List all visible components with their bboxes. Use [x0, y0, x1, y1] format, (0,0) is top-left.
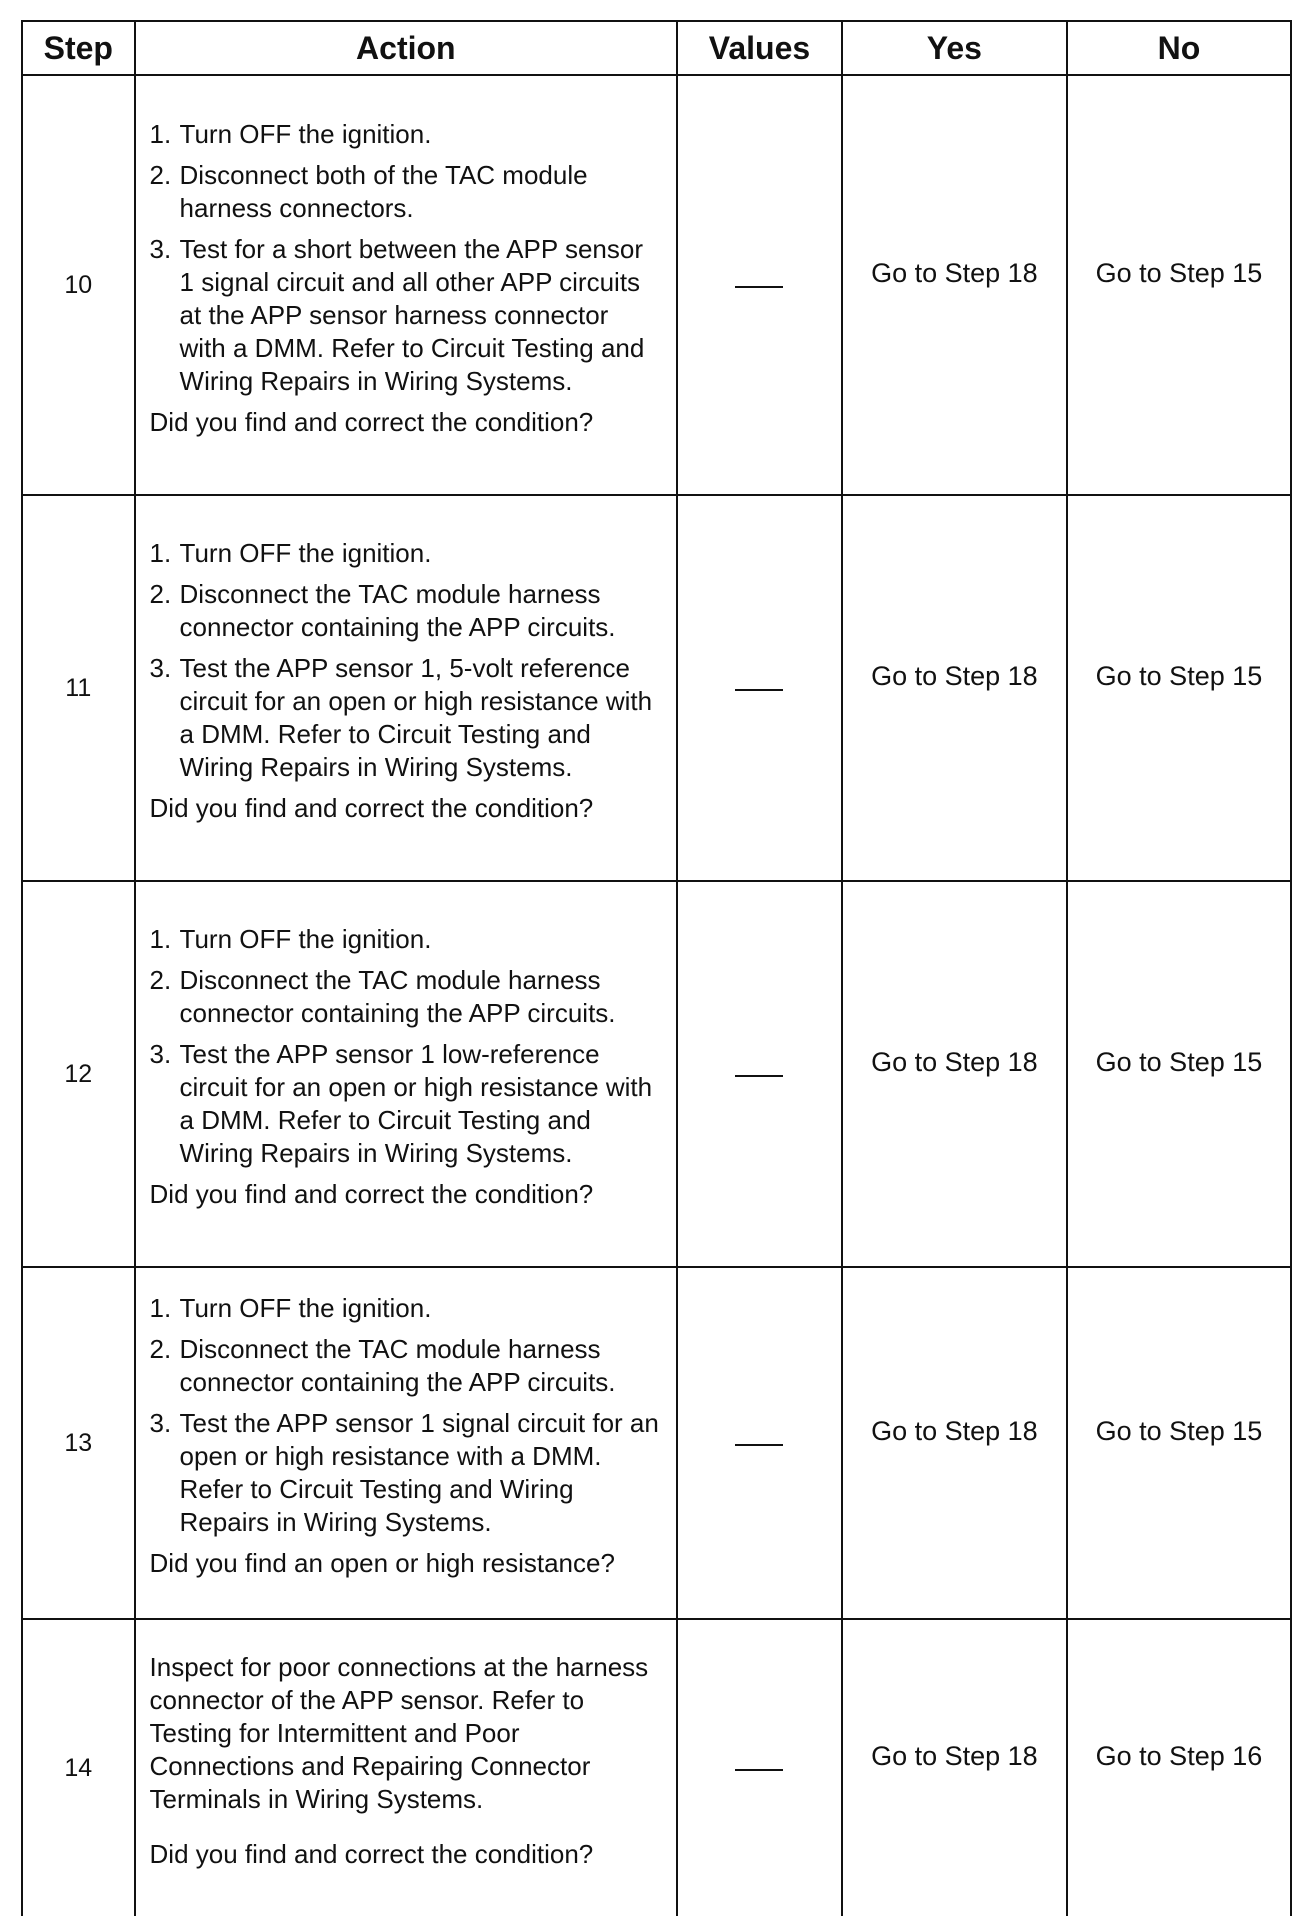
no-cell: Go to Step 15: [1067, 75, 1291, 495]
header-no: No: [1067, 21, 1291, 75]
yes-cell: Go to Step 18: [842, 1267, 1067, 1619]
table-row: [22, 881, 1291, 1267]
action-item: [150, 1038, 661, 1170]
yes-cell: Go to Step 18: [842, 495, 1067, 881]
item-text: Test for a short between the APP sensor 1 signal circuit and all other APP circuits at the APP sensor harness connector with a DMM. Refer to Circuit Testing and Wiring Repairs in Wiring Systems.: [179, 233, 645, 396]
action-item: [150, 652, 661, 784]
item-number: 2.: [149, 965, 172, 995]
item-text: Test the APP sensor 1 signal circuit for an open or high resistance with a DMM. Refer to Circuit Testing and Wiring Repairs in Wiring Systems.: [179, 1408, 659, 1537]
action-cell: [135, 1267, 678, 1619]
item-text: Turn OFF the ignition.: [179, 538, 432, 568]
table-row: [22, 1267, 1291, 1619]
action-item: [150, 159, 661, 225]
values-cell: [677, 1267, 842, 1619]
no-cell: Go to Step 15: [1067, 1267, 1291, 1619]
action-item: [150, 964, 661, 1030]
yes-cell: Go to Step 18: [842, 75, 1067, 495]
header-action: Action: [135, 21, 678, 75]
diagnostic-page: [21, 20, 1292, 1869]
action-item: [150, 537, 661, 570]
item-text: Turn OFF the ignition.: [179, 924, 432, 954]
action-item: [150, 118, 661, 151]
no-cell: Go to Step 15: [1067, 495, 1291, 881]
action-item: [150, 1333, 661, 1399]
item-number: 3.: [149, 653, 172, 683]
item-number: 1.: [149, 118, 172, 149]
item-number: 2.: [149, 159, 172, 190]
item-number: 3.: [149, 233, 172, 264]
action-cell: [135, 495, 678, 881]
step-number: 11: [22, 495, 135, 881]
step-number: 12: [22, 881, 135, 1267]
item-number: 1.: [149, 538, 172, 568]
action-item: [150, 1292, 661, 1325]
step-number: 10: [22, 75, 135, 495]
yes-cell: Go to Step 18: [842, 881, 1067, 1267]
item-text: Test the APP sensor 1 low-reference circuit for an open or high resistance with a DMM. Refer to Circuit Testing and Wiring Repairs in Wiring Systems.: [179, 1039, 653, 1168]
action-item: [150, 923, 661, 956]
values-cell: [677, 75, 842, 495]
header-yes: Yes: [842, 21, 1067, 75]
item-text: Disconnect the TAC module harness connector containing the APP circuits.: [179, 965, 616, 1028]
diagnostic-table: [21, 20, 1292, 1916]
values-cell: [677, 881, 842, 1267]
action-question: Did you find and correct the condition?: [149, 1179, 594, 1209]
item-text: Disconnect the TAC module harness connector containing the APP circuits.: [179, 579, 616, 642]
item-text: Turn OFF the ignition.: [179, 1293, 432, 1323]
action-cell: [135, 881, 678, 1267]
action-question: Did you find and correct the condition?: [149, 793, 594, 823]
no-cell: Go to Step 16: [1067, 1619, 1291, 1916]
header-row: [22, 21, 1291, 75]
item-text: Test the APP sensor 1, 5-volt reference circuit for an open or high resistance with a DMM. Refer to Circuit Testing and Wiring Repairs in Wiring Systems.: [179, 653, 653, 782]
action-item: [150, 578, 661, 644]
step-number: 13: [22, 1267, 135, 1619]
item-number: 2.: [149, 1334, 172, 1364]
item-text: Turn OFF the ignition.: [179, 118, 432, 149]
header-step: Step: [22, 21, 135, 75]
values-dash: [735, 286, 783, 288]
action-question: Did you find an open or high resistance?: [149, 1548, 615, 1578]
action-item: [150, 1407, 661, 1539]
item-text: Disconnect the TAC module harness connector containing the APP circuits.: [179, 1334, 616, 1397]
values-dash: [735, 1444, 783, 1446]
action-cell: [135, 75, 678, 495]
item-number: 3.: [149, 1408, 172, 1438]
yes-cell: Go to Step 18: [842, 1619, 1067, 1916]
item-number: 1.: [149, 1293, 172, 1323]
action-question: Did you find and correct the condition?: [149, 1839, 594, 1869]
table-row: [22, 75, 1291, 495]
values-dash: [735, 1075, 783, 1077]
values-dash: [735, 689, 783, 691]
header-values: Values: [677, 21, 842, 75]
no-cell: Go to Step 15: [1067, 881, 1291, 1267]
values-dash: [735, 1769, 783, 1771]
table-row: [22, 495, 1291, 881]
item-number: 2.: [149, 579, 172, 609]
step-number: 14: [22, 1619, 135, 1916]
item-text: Disconnect both of the TAC module harness connectors.: [179, 159, 588, 223]
values-cell: [677, 495, 842, 881]
action-item: [150, 233, 661, 398]
action-question: Did you find and correct the condition?: [149, 406, 594, 437]
action-paragraph: Inspect for poor connections at the harness connector of the APP sensor. Refer to Testing for Intermittent and Poor Connections and Repairing Connector Terminals in Wiring Systems.: [149, 1652, 649, 1814]
item-number: 3.: [149, 1039, 172, 1069]
item-number: 1.: [149, 924, 172, 954]
